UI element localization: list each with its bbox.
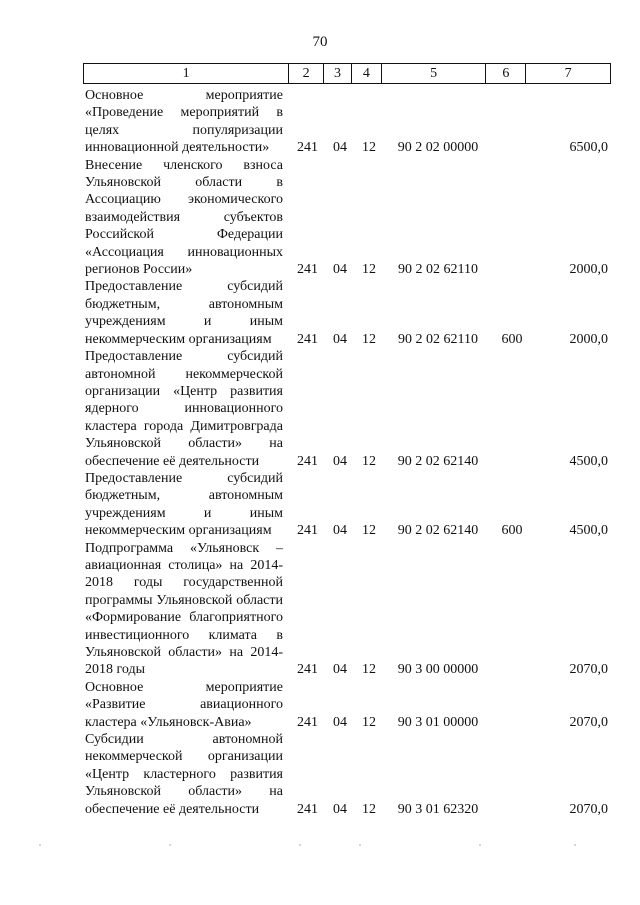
cell-col-7: 6500,0 xyxy=(569,140,608,156)
header-col-6: 6 xyxy=(486,64,526,83)
row-description: Основное мероприятие «Развитие авиационного кластера «Ульяновск-Авиа» xyxy=(85,679,283,730)
cell-col-7: 2070,0 xyxy=(569,801,608,817)
cell-col-4: 12 xyxy=(362,331,376,347)
cell-col-7: 2070,0 xyxy=(569,714,608,730)
table-row xyxy=(85,157,613,279)
header-col-5: 5 xyxy=(382,64,487,83)
cell-col-2: 241 xyxy=(297,140,318,156)
table-row xyxy=(85,679,613,731)
cell-col-2: 241 xyxy=(297,523,318,539)
cell-col-5: 90 2 02 62110 xyxy=(398,331,478,347)
cell-col-3: 04 xyxy=(333,662,347,678)
table-row xyxy=(85,731,613,818)
cell-col-4: 12 xyxy=(362,140,376,156)
cell-col-3: 04 xyxy=(333,453,347,469)
cell-col-7: 2070,0 xyxy=(569,662,608,678)
row-description: Внесение членского взноса Ульяновской области в Ассоциацию экономического взаимодействия субъектов Российской Федерации «Ассоциация инновационных регионов России» xyxy=(85,157,283,278)
cell-col-3: 04 xyxy=(333,523,347,539)
cell-col-3: 04 xyxy=(333,262,347,278)
cell-col-6: 600 xyxy=(501,523,523,539)
cell-col-2: 241 xyxy=(297,662,318,678)
row-description: Предоставление субсидий бюджетным, автономным учреждениям и иным некоммерческим организациям xyxy=(85,470,283,539)
table-row xyxy=(85,470,613,540)
header-col-3: 3 xyxy=(324,64,352,83)
cell-col-4: 12 xyxy=(362,662,376,678)
cell-col-4: 12 xyxy=(362,523,376,539)
table-header xyxy=(83,63,611,84)
cell-col-2: 241 xyxy=(297,262,318,278)
cell-col-7: 2000,0 xyxy=(569,331,608,347)
cell-col-2: 241 xyxy=(297,714,318,730)
cell-col-3: 04 xyxy=(333,714,347,730)
cell-col-3: 04 xyxy=(333,331,347,347)
header-col-4: 4 xyxy=(352,64,382,83)
page-number: 70 xyxy=(312,34,328,50)
header-col-1: 1 xyxy=(84,64,289,83)
cell-col-5: 90 3 01 62320 xyxy=(397,801,479,817)
row-description: Основное мероприятие «Проведение мероприятий в целях популяризации инновационной деятельности» xyxy=(85,88,283,156)
cell-col-6: 600 xyxy=(501,331,523,347)
cell-col-5: 90 2 02 62140 xyxy=(397,523,479,539)
cell-col-2: 241 xyxy=(297,331,318,347)
cell-col-4: 12 xyxy=(362,262,376,278)
cell-col-4: 12 xyxy=(362,714,376,730)
scan-artifact-dots xyxy=(30,842,610,848)
cell-col-2: 241 xyxy=(297,801,318,817)
table-body xyxy=(85,87,613,818)
table-row xyxy=(85,540,613,679)
cell-col-7: 2000,0 xyxy=(569,262,608,278)
cell-col-5: 90 3 01 00000 xyxy=(397,714,479,730)
table-row xyxy=(85,348,613,470)
cell-col-7: 4500,0 xyxy=(569,523,608,539)
cell-col-4: 12 xyxy=(362,801,376,817)
table-row xyxy=(85,278,613,348)
cell-col-5: 90 2 02 00000 xyxy=(397,140,479,156)
cell-col-2: 241 xyxy=(297,453,318,469)
table-row xyxy=(85,87,613,157)
cell-col-5: 90 2 02 62110 xyxy=(398,262,478,278)
cell-col-4: 12 xyxy=(362,453,376,469)
cell-col-5: 90 2 02 62140 xyxy=(397,453,479,469)
row-description: Подпрограмма «Ульяновск – авиационная столица» на 2014-2018 годы государственной программы Ульяновской области «Формирование благоприятного инвестиционного климата в Ульяновской области» на 2014-2018 годы xyxy=(85,540,283,678)
header-col-2: 2 xyxy=(289,64,324,83)
cell-col-3: 04 xyxy=(333,801,347,817)
cell-col-7: 4500,0 xyxy=(569,453,608,469)
row-description: Предоставление субсидий бюджетным, автономным учреждениям и иным некоммерческим организациям xyxy=(85,279,283,347)
header-col-7: 7 xyxy=(564,65,572,81)
cell-col-5: 90 3 00 00000 xyxy=(397,662,479,678)
row-description: Субсидии автономной некоммерческой организации «Центр кластерного развития Ульяновской области» на обеспечение её деятельности xyxy=(85,732,283,817)
row-description: Предоставление субсидий автономной некоммерческой организации «Центр развития ядерного инновационного кластера города Димитровграда Ульяновской области» на обеспечение её деятельности xyxy=(85,349,283,469)
cell-col-3: 04 xyxy=(333,140,347,156)
